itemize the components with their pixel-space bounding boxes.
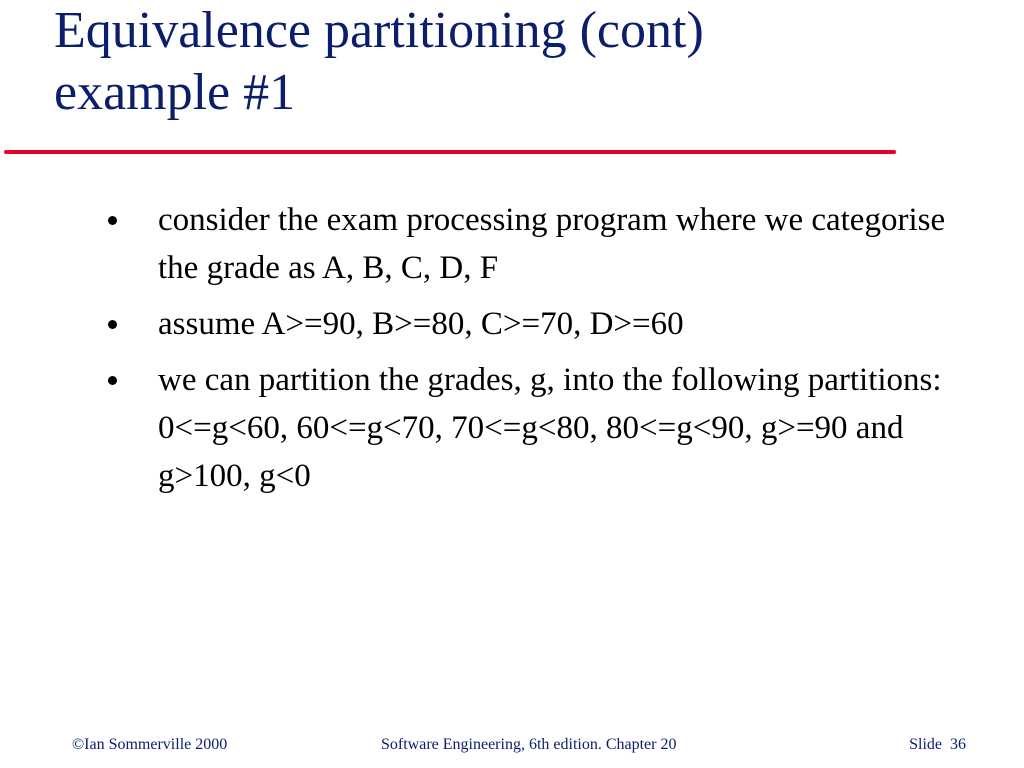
title-underline-rule — [4, 150, 896, 154]
footer-slide-label: Slide — [909, 736, 942, 753]
bullet-list — [104, 196, 964, 508]
bullet-text: consider the exam processing program where we categorise the grade as A, B, C, D, F — [158, 202, 946, 286]
bullet-item — [104, 300, 964, 348]
footer-book-title: Software Engineering, 6th edition. Chapter 20 — [381, 736, 677, 753]
footer-copyright: ©Ian Sommerville 2000 — [72, 736, 228, 753]
bullet-dot-icon — [108, 376, 117, 385]
footer-slide-number-value: 36 — [950, 736, 966, 753]
slide-title — [54, 0, 954, 124]
bullet-dot-icon — [108, 216, 117, 225]
bullet-text: we can partition the grades, g, into the following partitions: 0<=g<60, 60<=g<70, 70<=g<80, 80<=g<90, g>=90 and g>100, g<0 — [158, 362, 942, 494]
slide-title-line-1: Equivalence partitioning (cont) — [54, 2, 704, 59]
slide-title-line-2: example #1 — [54, 64, 296, 121]
bullet-item — [104, 356, 964, 500]
bullet-item — [104, 196, 964, 292]
bullet-text: assume A>=90, B>=80, C>=70, D>=60 — [158, 306, 684, 342]
bullet-dot-icon — [108, 320, 117, 329]
footer-slide-number — [909, 736, 966, 754]
